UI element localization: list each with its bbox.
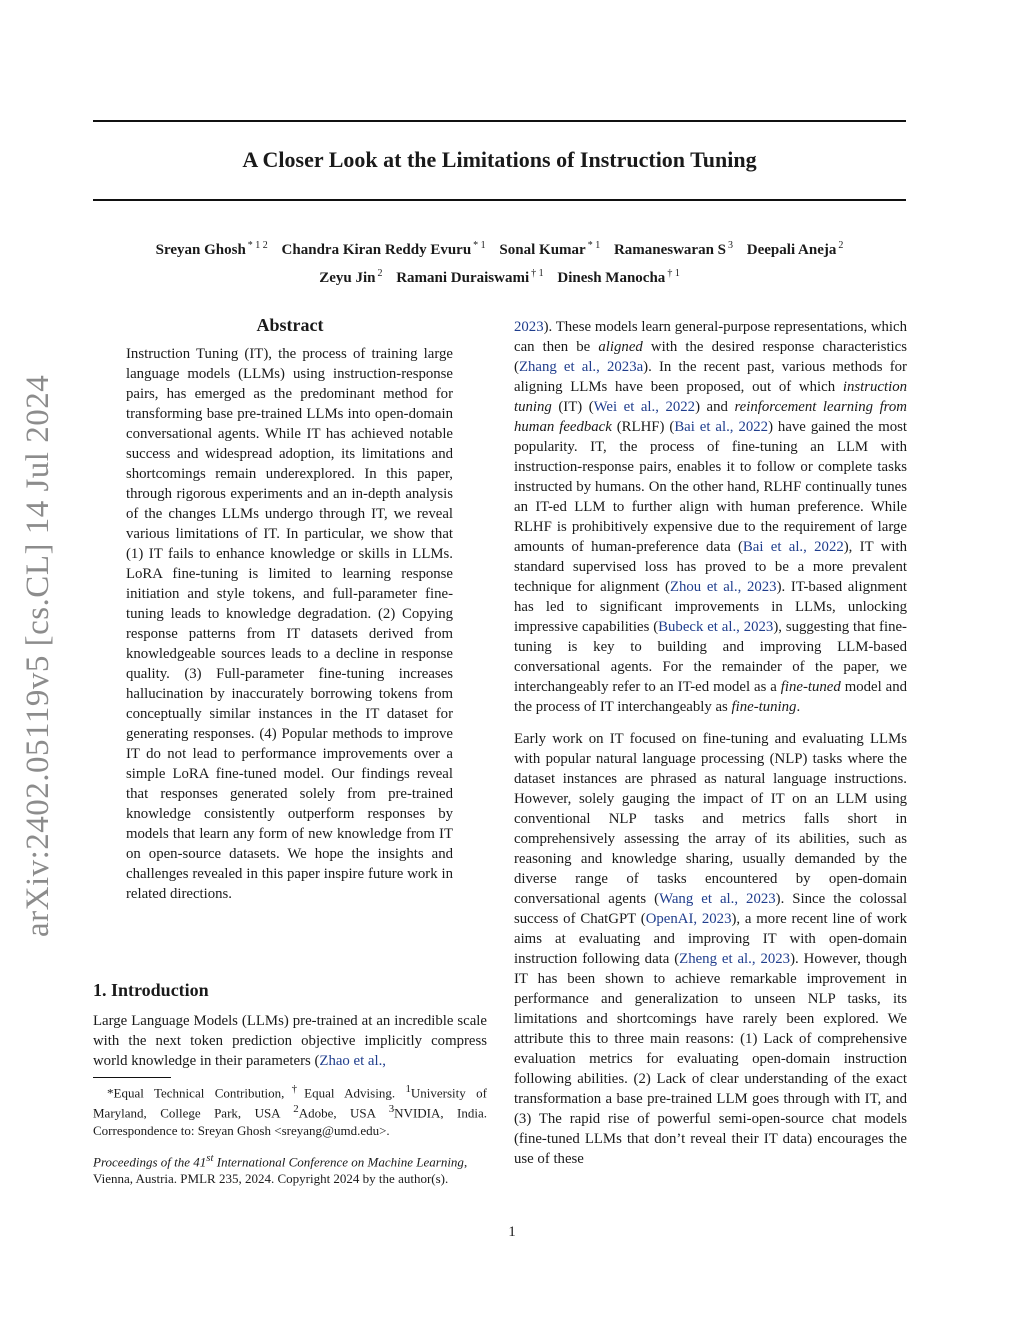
author — [499, 242, 600, 258]
author-name: Sonal Kumar — [499, 242, 586, 258]
author — [557, 270, 679, 286]
abstract-text: Instruction Tuning (IT), the process of training large language models (LLMs) using instruction-response pairs, has emerged as the predominant method for transforming base pre-trained LLMs into open-domain conversational agents. While IT has achieved notable success and widespread adoption, its limitations and shortcomings remain underexplored. In this paper, through rigorous experiments and an in-depth analysis of the changes LLMs undergo through IT, we reveal various limitations of IT. In particular, we show that (1) IT fails to enhance knowledge or skills in LLMs. LoRA fine-tuning is limited to learning response initiation and style tokens, and full-parameter fine-tuning leads to knowledge degradation. (2) Copying response patterns from IT datasets derived from knowledgeable sources leads to a decline in response quality. (3) Full-parameter fine-tuning increases hallucination by inaccurately borrowing tokens from conceptually similar instances in the IT dataset for generating responses. (4) Popular methods to improve IT do not lead to performance improvements over a simple LoRA fine-tuned model. Our findings reveal that responses generated solely from pre-trained knowledge consistently outperform responses by models that learn any form of new knowledge from IT on open-source datasets. We hope the insights and challenges revealed in this paper inspire future work in related directions. — [126, 346, 453, 902]
author-name: Ramani Duraiswami — [396, 270, 530, 286]
body-text: ) have gained the most popularity. IT, the process of fine-tuning an LLM with instruction-response pairs, enables it to follow or complete tasks instructed by humans. On the other hand, RLHF continually tunes an IT-ed LLM to further align with human preference. While RLHF is prohibitively expensive due to the requirement of large amounts of human-preference data ( — [514, 419, 908, 555]
emphasis: fine-tuning — [731, 699, 797, 715]
body-text: with the desired response characteristics ( — [514, 339, 907, 375]
author-marks: * 1 2 — [247, 240, 268, 251]
proceedings-note — [93, 1150, 487, 1187]
body-text: ) and — [695, 399, 735, 415]
footnote-part: University of Maryland, College Park, USA — [93, 1085, 487, 1121]
footnote-mark: 2 — [293, 1103, 299, 1116]
body-text: (IT) ( — [551, 399, 594, 415]
author-marks: † 1 — [531, 268, 544, 279]
left-column — [93, 312, 487, 904]
author-marks: * 1 — [587, 240, 601, 251]
paper-title: A Closer Look at the Limitations of Instruction Tuning — [242, 147, 757, 172]
citation-link[interactable]: Wang et al., 2023 — [659, 891, 776, 907]
body-text: ). However, though IT has been shown to achieve remarkable improvement in performance and generalization to unseen NLP tasks, its limitations and shortcomings have rarely been explored. We attribute this to three main reasons: (1) Lack of comprehensive evaluation metrics for evaluating open-domain instruction following abilities. (2) Lack of clear understanding of the exact transformation a base pre-trained LLM goes through with IT, and (3) The rapid rise of powerful semi-open-source chat models (fine-tuned LLMs that don’t reveal their IT data) encourages the use of these — [514, 951, 908, 1167]
body-text: (RLHF) ( — [611, 419, 675, 435]
footnote-part: *Equal Technical Contribution, — [107, 1085, 285, 1101]
body-text: ), IT with standard supervised loss has proved to be a more prevalent technique for alignment ( — [514, 539, 908, 595]
author-marks: * 1 — [473, 240, 486, 251]
footnote-part: NVIDIA, India. Correspondence to: Sreyan Ghosh <sreyang@umd.edu>. — [93, 1105, 488, 1138]
author-marks: 3 — [728, 240, 734, 251]
body-text: . — [796, 699, 801, 715]
body-text: ). Since the colossal success of ChatGPT ( — [514, 891, 907, 927]
body-paragraph — [514, 317, 907, 717]
author — [614, 242, 733, 258]
body-text: ), a more recent line of work aims at evaluating and improving IT with open-domain instruction following data ( — [514, 911, 908, 967]
author-name: Sreyan Ghosh — [155, 242, 246, 258]
author-name: Zeyu Jin — [319, 270, 376, 286]
citation-link[interactable]: Bai et al., 2022 — [674, 419, 769, 435]
footnote-text — [93, 1081, 487, 1139]
intro-text: Large Language Models (LLMs) pre-trained at an incredible scale with the next token prediction objective implicitly compress world knowledge in their parameters ( — [93, 1013, 487, 1069]
copyright-text: , Vienna, Austria. PMLR 235, 2024. Copyright 2024 by the author(s). — [93, 1154, 468, 1187]
body-text: model and the process of IT interchangeably as — [514, 679, 908, 715]
citation-link[interactable]: Zhang et al., 2023a — [518, 359, 644, 375]
author-name: Deepali Aneja — [746, 242, 837, 258]
intro-paragraph — [93, 1011, 487, 1071]
abstract-heading: Abstract — [256, 315, 324, 335]
footnote-mark: † — [284, 1083, 305, 1095]
right-column — [514, 317, 907, 1181]
footnote-mark: 1 — [405, 1083, 411, 1095]
author-marks: † 1 — [667, 268, 680, 279]
author-name: Ramaneswaran S — [613, 242, 727, 258]
body-text: Early work on IT focused on fine-tuning and evaluating LLMs with popular natural language processing (NLP) tasks where the dataset instances are phrased as natural language instructions. However, solely gauging the impact of IT on an LLM using conventional NLP tasks and metrics falls short in comprehensively assessing the array of its abilities, such as reasoning and knowledge sharing, usually demanded by the diverse range of tasks encountered by open-domain conversational agents ( — [514, 731, 907, 907]
body-paragraph — [514, 729, 907, 1169]
venue-text: Proceedings of the 41 — [93, 1154, 207, 1170]
title-rule-bottom — [93, 199, 906, 201]
citation-link[interactable]: Bai et al., 2022 — [742, 539, 844, 555]
page-number: 1 — [508, 1224, 516, 1240]
footnote — [93, 1081, 487, 1139]
citation-link[interactable]: Zheng et al., 2023 — [679, 951, 791, 967]
author-marks: 2 — [838, 240, 844, 251]
title-rule-top — [93, 120, 906, 122]
section-heading: 1. Introduction — [93, 980, 209, 1000]
author-name: Chandra Kiran Reddy Evuru — [281, 242, 472, 258]
author — [396, 270, 543, 286]
body-text: ). These models learn general-purpose representations, which can then be — [514, 319, 907, 355]
author-name: Dinesh Manocha — [557, 270, 666, 286]
citation-link[interactable]: OpenAI, 2023 — [645, 911, 732, 927]
venue-sup: st — [206, 1152, 214, 1164]
footnote-rule — [93, 1077, 171, 1078]
body-text: ). IT-based alignment has led to significant improvements in LLMs, unlocking impressive capabilities ( — [514, 579, 907, 635]
citation-link[interactable]: Wei et al., 2022 — [593, 399, 696, 415]
author — [282, 242, 486, 258]
author-list — [93, 234, 906, 290]
author — [319, 270, 382, 286]
footnote-mark: 3 — [388, 1103, 395, 1116]
footnote-part: Adobe, USA — [298, 1105, 389, 1121]
citation-link[interactable]: Bubeck et al., 2023 — [658, 619, 774, 635]
author — [156, 242, 268, 258]
citation-link[interactable]: 2023 — [514, 319, 544, 335]
body-text: ), suggesting that fine-tuning is key to building and improving LLM-based conversational agents. For the remainder of the paper, we interchangeably refer to an IT-ed model as a — [514, 619, 907, 695]
arxiv-side-label: arXiv:2402.05119v5 [cs.CL] 14 Jul 2024 — [20, 374, 56, 937]
emphasis: instruction tuning — [514, 379, 907, 415]
emphasis: fine-tuned — [780, 679, 841, 695]
body-text: ). In the recent past, various methods for aligning LLMs have been proposed, out of which — [514, 359, 907, 395]
venue-text: International Conference on Machine Learning — [213, 1154, 464, 1170]
citation-link[interactable]: Zhou et al., 2023 — [669, 579, 777, 595]
emphasis: reinforcement learning from human feedback — [514, 399, 907, 435]
author — [747, 242, 844, 258]
emphasis: aligned — [598, 339, 643, 355]
footnote-part: Equal Advising. — [304, 1085, 406, 1101]
author-marks: 2 — [377, 268, 383, 279]
citation-link[interactable]: Zhao et al., — [319, 1053, 386, 1069]
